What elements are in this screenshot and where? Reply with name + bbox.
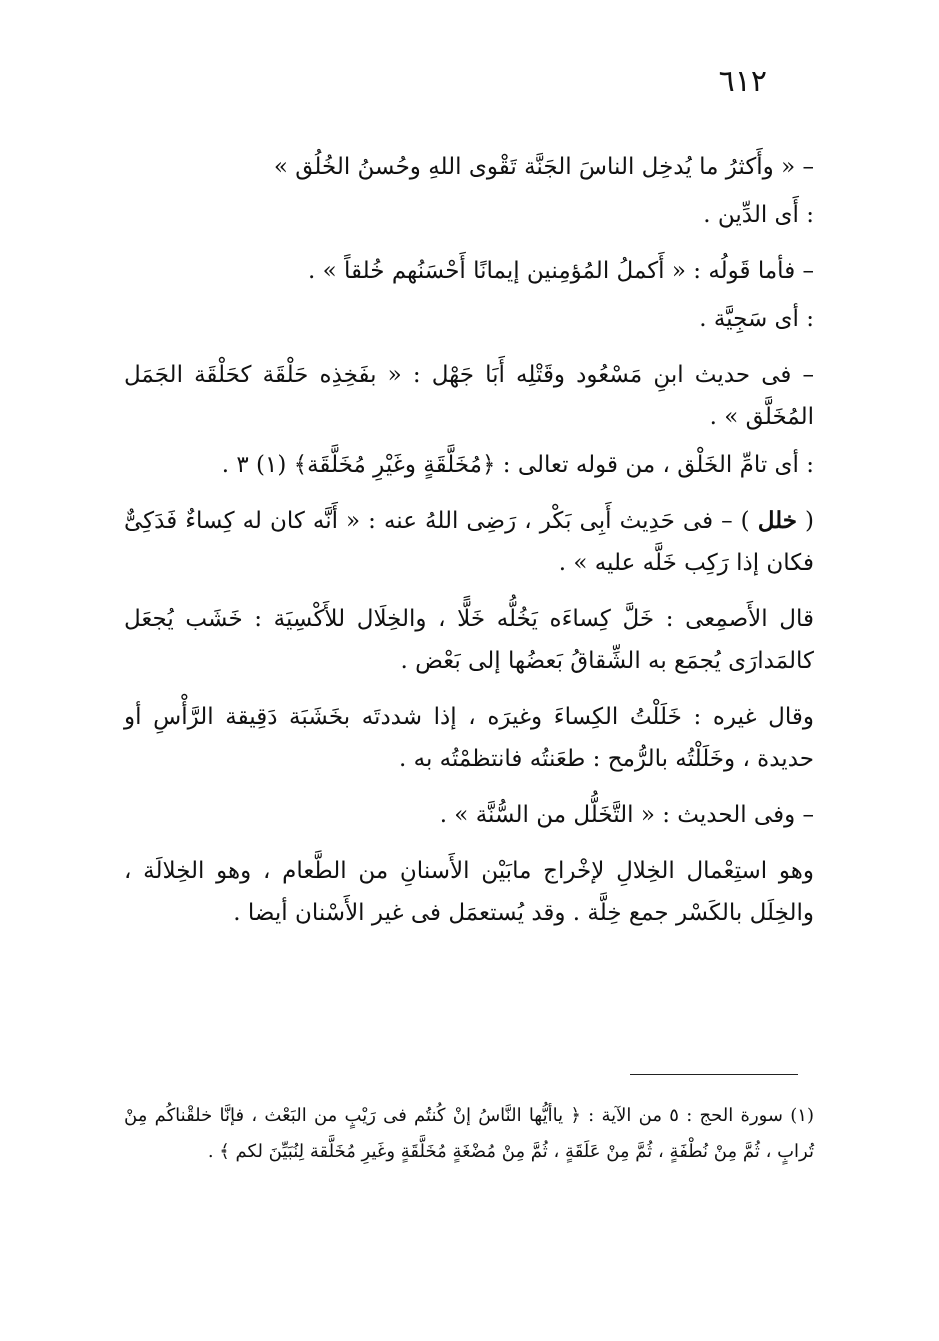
entry-akmal [124,250,814,292]
entry-asmai [124,598,814,682]
entry-khalal [124,500,814,584]
entry-text: – فى حديث ابنِ مَسْعُود وقَتْلِه أَبَا جَهْل : « بفَخِذِه حَلْقَة كحَلْقَة الجَمَل المُخَلَّق » . [124,362,814,430]
gloss-text: : أَى الدِّين . [703,202,814,228]
headword-close-paren: ) [732,508,758,534]
entry-khilal-usage [124,850,814,934]
footnote [124,1098,814,1170]
gloss-sajiyya [124,298,814,340]
headword: خلل [757,507,797,534]
page-number: ٦١٢ [718,64,767,99]
body-text [124,146,814,948]
footnote-text: (١) سورة الحج : ٥ من الآية : ﴿ ياأيُّها النَّاسُ إنْ كُنتُم فى رَيْبٍ من البَعْث ، فإنَّا خلقْناكُم مِنْ تُرابٍ ، ثُمَّ مِنْ نُطْفَةٍ ، ثُمَّ مِنْ عَلَقَةٍ ، ثُمَّ مِنْ مُضْغَةٍ مُخَلَّقَةٍ وغَيرِ مُخَلَّقة لِنُبَيِّنَ لكم ﴾ . [124,1105,814,1162]
entry-text: – فأما قَولُه : « أَكملُ المُؤمِنين إيمانًا أَحْسَنُهم خُلقاً » . [308,258,814,284]
gloss-text: : أى تامِّ الخَلْق ، من قوله تعالى : ﴿مُخَلَّقَةٍ وغَيْرِ مُخَلَّقَة﴾ (١) ٣ . [221,452,814,478]
entry-text: – « وأَكثرُ ما يُدخِل الناسَ الجَنَّة تَقْوى اللهِ وحُسنُ الخُلُق » [273,154,814,180]
gloss-din [124,194,814,236]
gloss-text: : أى سَجِيَّة . [699,306,814,332]
entry-hadith-akthar [124,146,814,188]
entry-ibn-masud [124,354,814,438]
entry-takhallul [124,794,814,836]
entry-text: وهو استِعْمال الخِلالِ لإخْراج مابَيْن الأَسنانِ من الطَّعام ، وهو الخِلالَة ، والخِلَل بالكَسْر جمع خِلَّة . وقد يُستعمَل فى غير الأَسْنان أيضا . [124,858,814,926]
entry-text: قال الأَصمِعى : خَلَّ كِساءَه يَخُلُّه خَلًّا ، والخِلَال للأَكْسِيَة : خَشَب يُجعَل كالمَدارَى يُجمَع به الشِّقاقُ بَعضُها إلى بَعْض . [124,606,814,674]
entry-text: – فى حَدِيث أَبِى بَكْر ، رَضِى اللهُ عنه : « أَنَّه كان له كِساءٌ فَدَكِىٌّ فكان إذا رَكِب خَلَّه عليه » . [124,508,814,576]
entry-qala-ghayruh [124,696,814,780]
headword-open-paren: ( [796,508,814,534]
gloss-tamm-alkhalq [124,444,814,486]
footnote-divider [630,1074,798,1075]
entry-text: وقال غيره : خَلَلْتُ الكِساءَ وغيرَه ، إذا شددتَه بخَشَبَة دَقِيقة الرَّأْسِ أو حديدة ، وخَلَلْتُه بالرُّمح : طعَنتُه فانتظمْتُه به . [124,704,814,772]
entry-text: – وفى الحديث : « التَّخَلُّل من السُّنَّة » . [439,802,814,828]
